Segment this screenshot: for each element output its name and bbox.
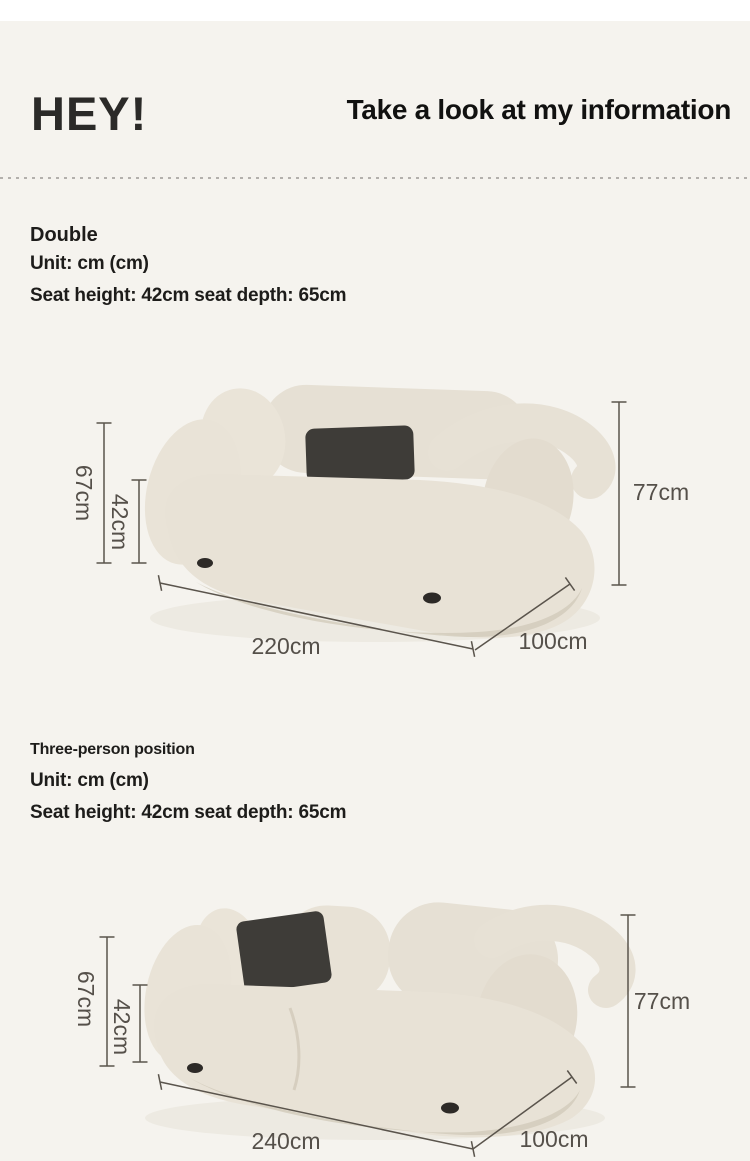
dim-back-height-1: 77cm: [632, 479, 690, 505]
top-white-strip: [0, 0, 750, 21]
dim-depth-2: 100cm: [519, 1126, 589, 1152]
dim-width-1: 220cm: [251, 633, 321, 659]
dim-overall-height-1: 67cm: [71, 464, 97, 522]
dashed-divider: [0, 177, 750, 179]
section1-seat-line: Seat height: 42cm seat depth: 65cm: [30, 285, 347, 306]
page-title: Take a look at my information: [346, 94, 731, 125]
section2-seat-line: Seat height: 42cm seat depth: 65cm: [30, 802, 347, 823]
section2-unit-line: Unit: cm (cm): [30, 770, 149, 791]
dim-seat-height-1: 42cm: [107, 493, 133, 551]
dim-depth-1: 100cm: [518, 628, 588, 654]
section1-unit-line: Unit: cm (cm): [30, 253, 149, 274]
sofa-illustration-three-person: [132, 897, 617, 1140]
section2-heading: Three-person position: [30, 741, 195, 758]
dim-overall-height-2: 67cm: [73, 970, 99, 1028]
section1-heading: Double: [30, 224, 98, 246]
sofa-figure-three-person: [0, 880, 750, 1161]
brand-heading: HEY!: [31, 87, 148, 140]
sofa-illustration-double: [130, 380, 600, 642]
dim-back-height-2: 77cm: [633, 988, 691, 1014]
sofa-figure-double: [0, 380, 750, 670]
dim-width-2: 240cm: [251, 1128, 321, 1154]
dim-seat-height-2: 42cm: [109, 998, 135, 1056]
